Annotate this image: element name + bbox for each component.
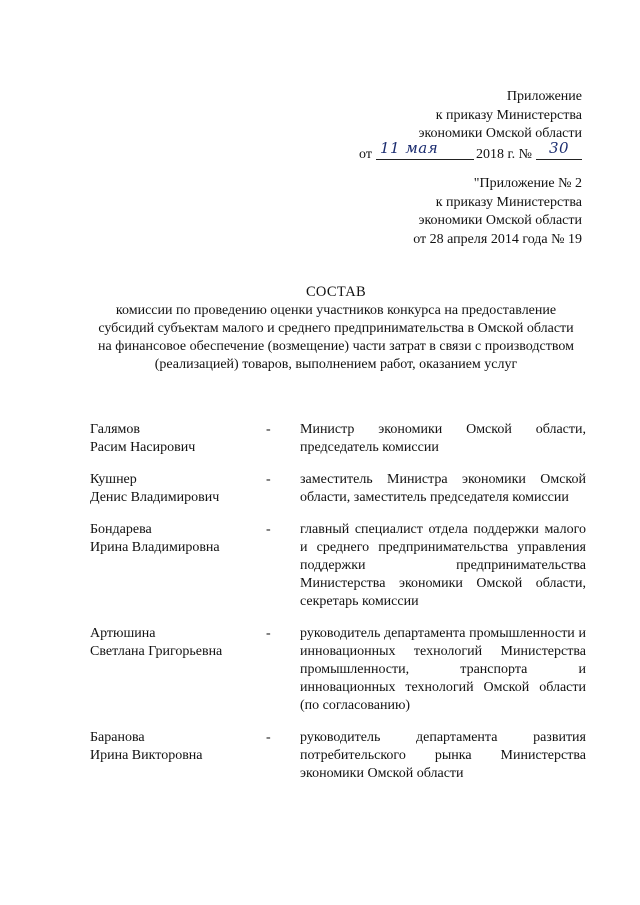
member-role: руководитель департамента развития потребительского рынка Министерства экономики Омской области [300,730,586,781]
prior-appendix-label: "Приложение № 2 [473,176,582,191]
member-dash: - [266,730,271,745]
number-blank [536,138,582,160]
member-given-names: Ирина Викторовна [90,748,203,763]
member-dash: - [266,626,271,641]
date-blank [376,138,474,160]
appendix-date-line [359,138,582,165]
member-row [90,729,586,783]
member-given-names: Денис Владимирович [90,490,220,505]
member-name [90,521,266,611]
member-surname: Бондарева [90,522,152,537]
member-row [90,471,586,507]
prior-appendix-order-ref: к приказу Министерства [435,194,582,210]
date-prefix: от [359,146,372,162]
member-name [90,421,266,457]
member-row [90,625,586,715]
member-dash: - [266,522,271,537]
member-row [90,521,586,611]
member-name [90,729,266,783]
members-list [90,421,586,783]
member-dash: - [266,422,271,437]
member-name [90,625,266,715]
document-title: СОСТАВ [305,284,367,300]
member-given-names: Светлана Григорьевна [90,644,223,659]
member-role: руководитель департамента промышленности и инновационных технологий Министерства промышленности, транспорта и инновационных технологий Омской области (по согласованию) [300,626,586,713]
appendix-ministry: экономики Омской области [418,126,582,141]
handwritten-number: 30 [548,138,570,157]
member-surname: Галямов [90,422,140,437]
member-surname: Артюшина [90,626,156,641]
member-dash: - [266,472,271,487]
appendix-label: Приложение [506,89,582,104]
handwritten-date: 11 мая [379,138,439,157]
appendix-order-ref: к приказу Министерства [435,107,582,123]
member-name [90,471,266,507]
member-given-names: Ирина Владимировна [90,540,220,555]
prior-appendix-header [413,175,582,249]
member-role: Министр экономики Омской области, председатель комиссии [300,422,586,455]
appendix-header [359,88,582,164]
title-block [90,283,582,374]
member-role: заместитель Министра экономики Омской области, заместитель председателя комиссии [300,472,586,505]
member-row [90,421,586,457]
prior-appendix-ministry: экономики Омской области [418,213,582,228]
document-subtitle: комиссии по проведению оценки участников конкурса на предоставление субсидий субъектам малого и среднего предпринимательства в Омской области на финансовое обеспечение (возмещение) части затрат в связи с производством (реализацией) товаров, выполнением работ, оказанием услуг [98,303,574,372]
prior-appendix-date: от 28 апреля 2014 года № 19 [413,231,582,247]
year-number-label: 2018 г. № [475,146,532,162]
member-surname: Баранова [90,730,145,745]
member-given-names: Расим Насирович [90,440,196,455]
member-surname: Кушнер [90,472,137,487]
member-role: главный специалист отдела поддержки малого и среднего предпринимательства управления поддержки предпринимательства Министерства экономики Омской области, секретарь комиссии [300,522,586,609]
